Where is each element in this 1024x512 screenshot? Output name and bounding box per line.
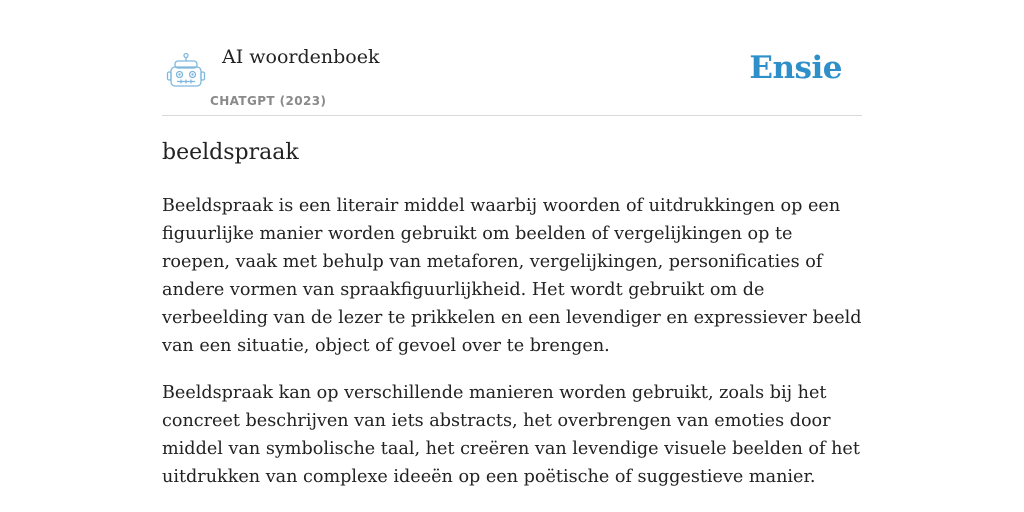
source-subtitle: CHATGPT (2023) bbox=[210, 94, 327, 108]
source-title[interactable]: AI woordenboek bbox=[222, 46, 380, 68]
definition-paragraph: Beeldspraak kan op verschillende manieren worden gebruikt, zoals bij het concreet beschrijven van iets abstracts, het overbrengen van emoties door middel van symbolische taal, het creëren van levendige visuele beelden of het uitdrukken van complexe ideeën op een poëtische of suggestieve manier. bbox=[162, 383, 860, 487]
robot-icon bbox=[166, 52, 206, 90]
entry-header bbox=[162, 0, 862, 116]
entry-term: beeldspraak bbox=[162, 140, 299, 165]
brand-logo[interactable]: Ensie bbox=[749, 50, 842, 86]
entry-card bbox=[162, 0, 862, 487]
definition-paragraph: Beeldspraak is een literair middel waarbij woorden of uitdrukkingen op een figuurlijke manier worden gebruikt om beelden of vergelijkingen op te roepen, vaak met behulp van metaforen, vergelijkingen, personificaties of andere vormen van spraakfiguurlijkheid. Het wordt gebruikt om de verbeelding van de lezer te prikkelen en een levendiger en expressiever beeld van een situatie, object of gevoel over te brengen. bbox=[162, 196, 862, 356]
